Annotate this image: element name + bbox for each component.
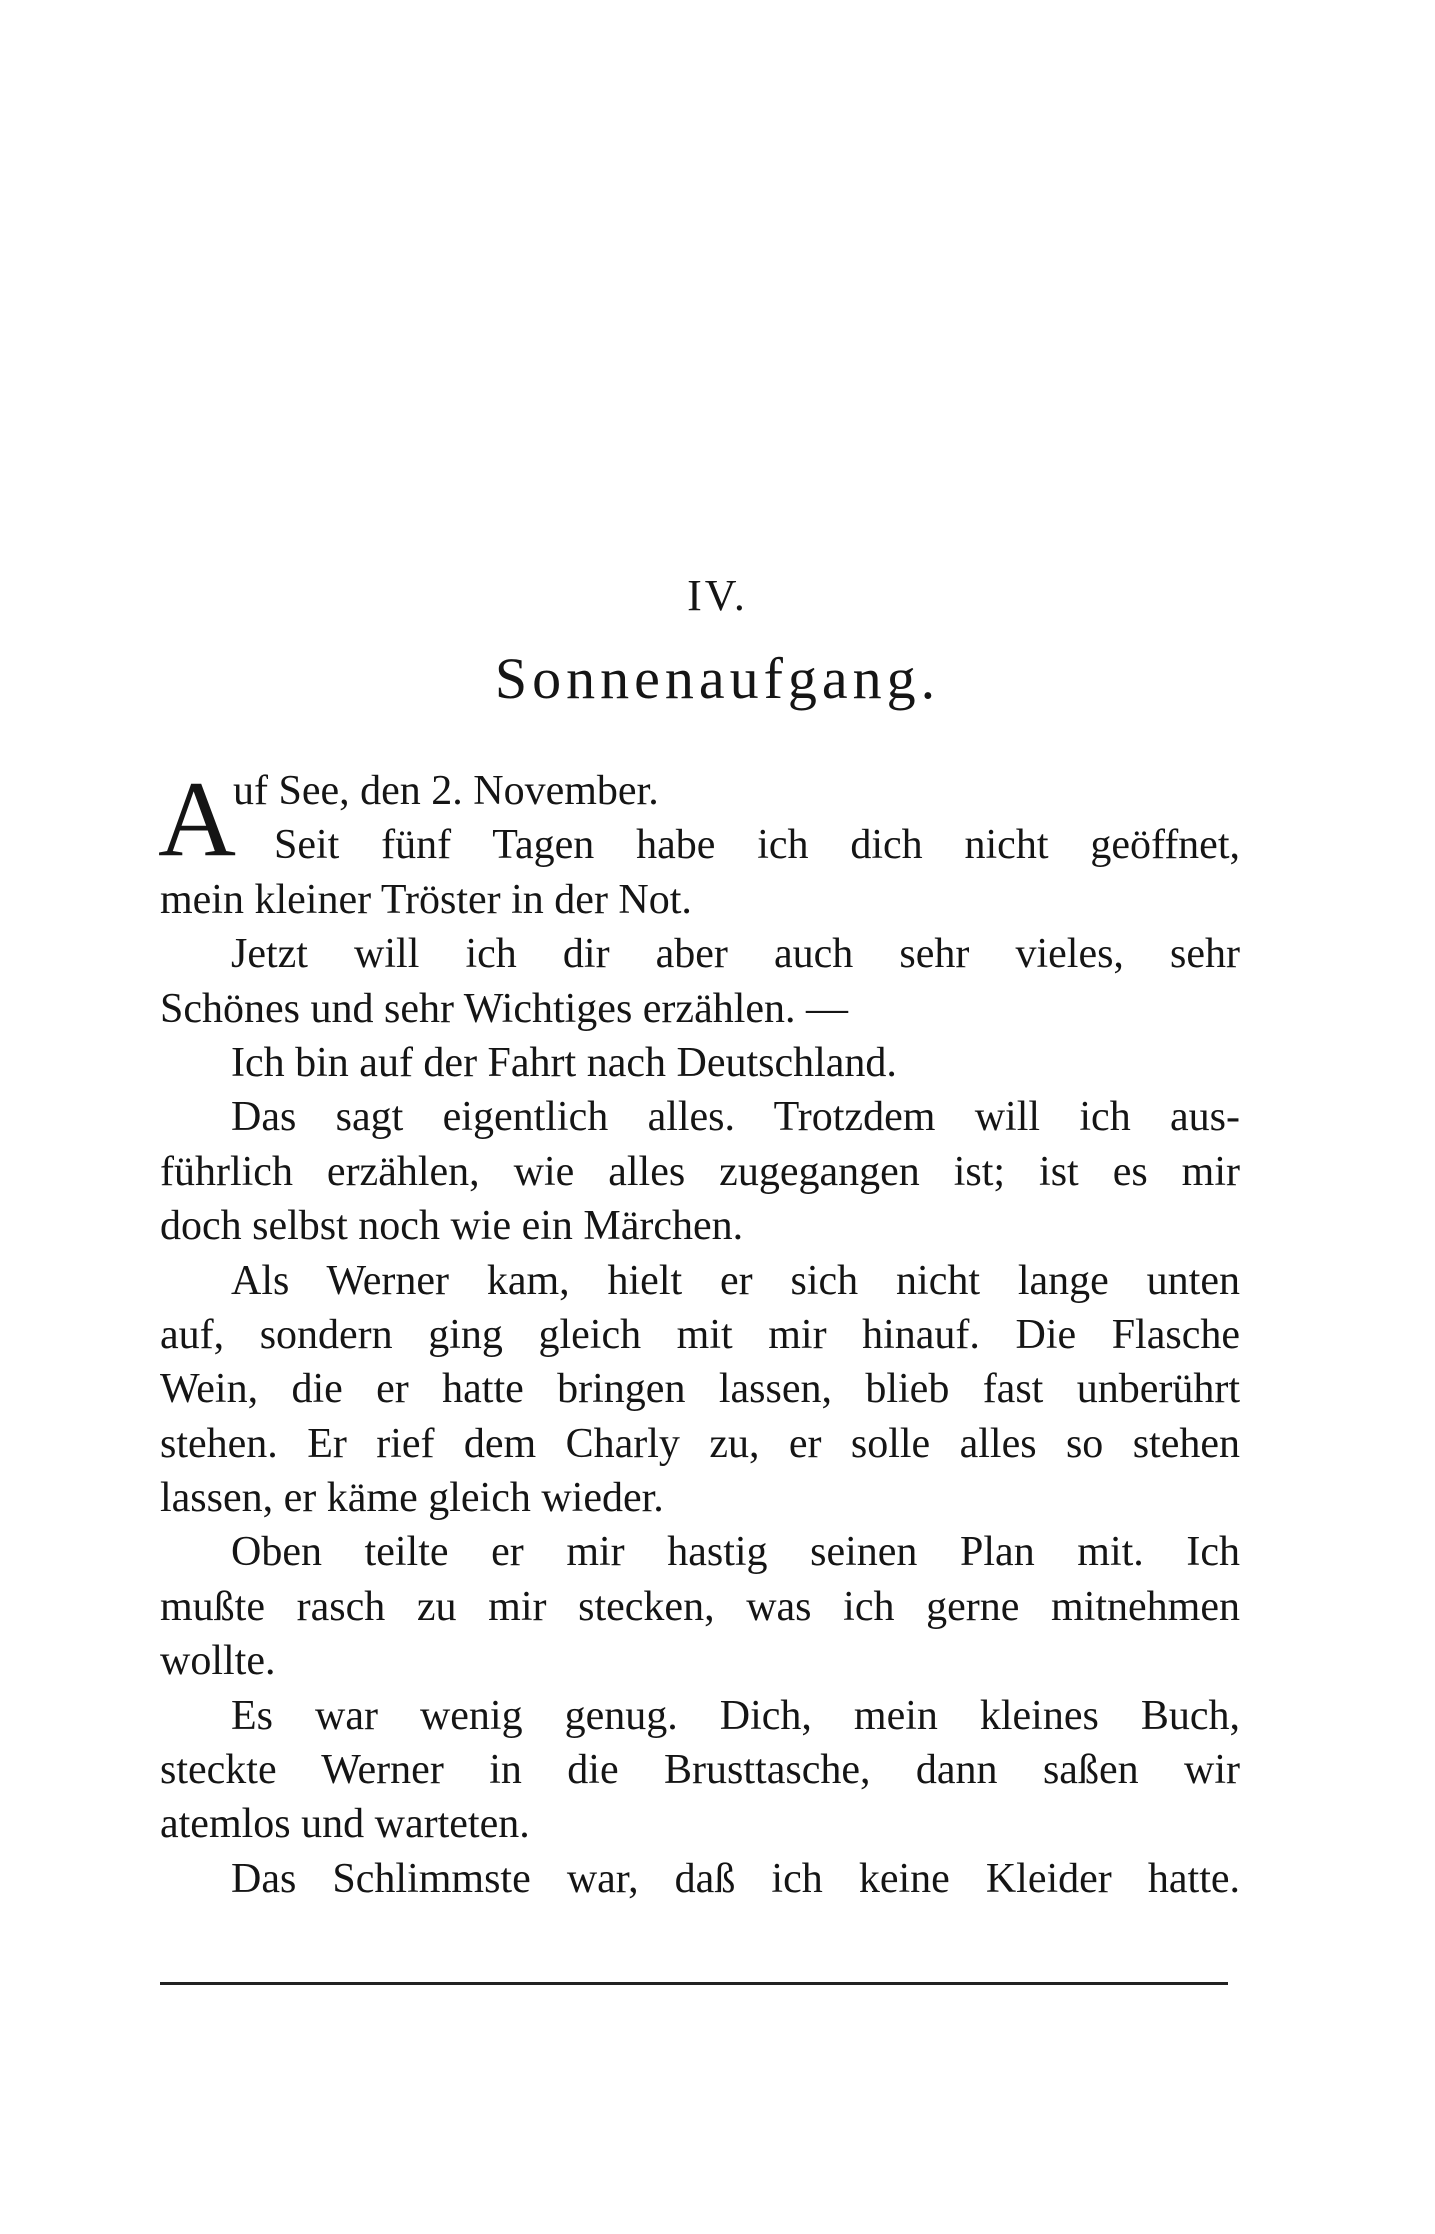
chapter-number: IV.	[687, 571, 748, 620]
line-text: mein kleiner Tröster in der Not.	[160, 876, 692, 923]
text-line	[160, 818, 1240, 872]
line-text: wollte.	[160, 1638, 276, 1685]
line-text: Das Schlimmste war, daß ich keine Kleider hatte.	[231, 1855, 1240, 1902]
line-text: uf See, den 2. November.	[233, 768, 659, 814]
text-line	[160, 1852, 1240, 1906]
text-line	[160, 1090, 1240, 1144]
drop-cap: A	[158, 760, 236, 879]
text-line	[160, 1743, 1240, 1797]
text-line	[160, 1417, 1240, 1471]
line-text: Schönes und sehr Wichtiges erzählen. —	[160, 985, 849, 1032]
body-text	[158, 760, 1240, 1906]
line-text: Seit fünf Tagen habe ich dich nicht geöffnet,	[274, 822, 1240, 869]
line-text: Oben teilte er mir hastig seinen Plan mit. Ich	[231, 1529, 1240, 1576]
line-text: Es war wenig genug. Dich, mein kleines Buch,	[231, 1692, 1240, 1739]
bottom-rule	[160, 1982, 1228, 1985]
text-line	[160, 1254, 1240, 1308]
text-line	[160, 1580, 1240, 1634]
line-text: Als Werner kam, hielt er sich nicht lange unten	[231, 1257, 1240, 1304]
text-line	[160, 1525, 1240, 1579]
line-text: stehen. Er rief dem Charly zu, er solle alles so stehen	[160, 1420, 1240, 1467]
line-text: Das sagt eigentlich alles. Trotzdem will ich aus-	[231, 1094, 1240, 1141]
line-text: Ich bin auf der Fahrt nach Deutschland.	[231, 1039, 897, 1086]
text-line	[160, 1036, 1240, 1090]
line-text: auf, sondern ging gleich mit mir hinauf. Die Flasche	[160, 1311, 1240, 1358]
line-text: lassen, er käme gleich wieder.	[160, 1475, 664, 1522]
text-line	[160, 873, 1240, 927]
text-line	[160, 1797, 1240, 1851]
text-line	[160, 1471, 1240, 1525]
text-line	[160, 982, 1240, 1036]
line-text: führlich erzählen, wie alles zugegangen ist; ist es mir	[160, 1148, 1240, 1195]
text-line	[160, 1634, 1240, 1688]
text-line	[160, 1362, 1240, 1416]
line-text: mußte rasch zu mir stecken, was ich gerne mitnehmen	[160, 1583, 1240, 1630]
text-line	[160, 1308, 1240, 1362]
text-line	[160, 927, 1240, 981]
text-line	[160, 1199, 1240, 1253]
chapter-title: Sonnenaufgang.	[494, 646, 941, 711]
line-text: steckte Werner in die Brusttasche, dann saßen wir	[160, 1747, 1240, 1794]
text-line	[160, 1689, 1240, 1743]
line-text: doch selbst noch wie ein Märchen.	[160, 1203, 744, 1250]
text-line	[160, 1145, 1240, 1199]
line-text: Wein, die er hatte bringen lassen, blieb fast unberührt	[160, 1366, 1240, 1413]
line-text: Jetzt will ich dir aber auch sehr vieles, sehr	[231, 931, 1240, 978]
line-text: atemlos und warteten.	[160, 1801, 530, 1848]
